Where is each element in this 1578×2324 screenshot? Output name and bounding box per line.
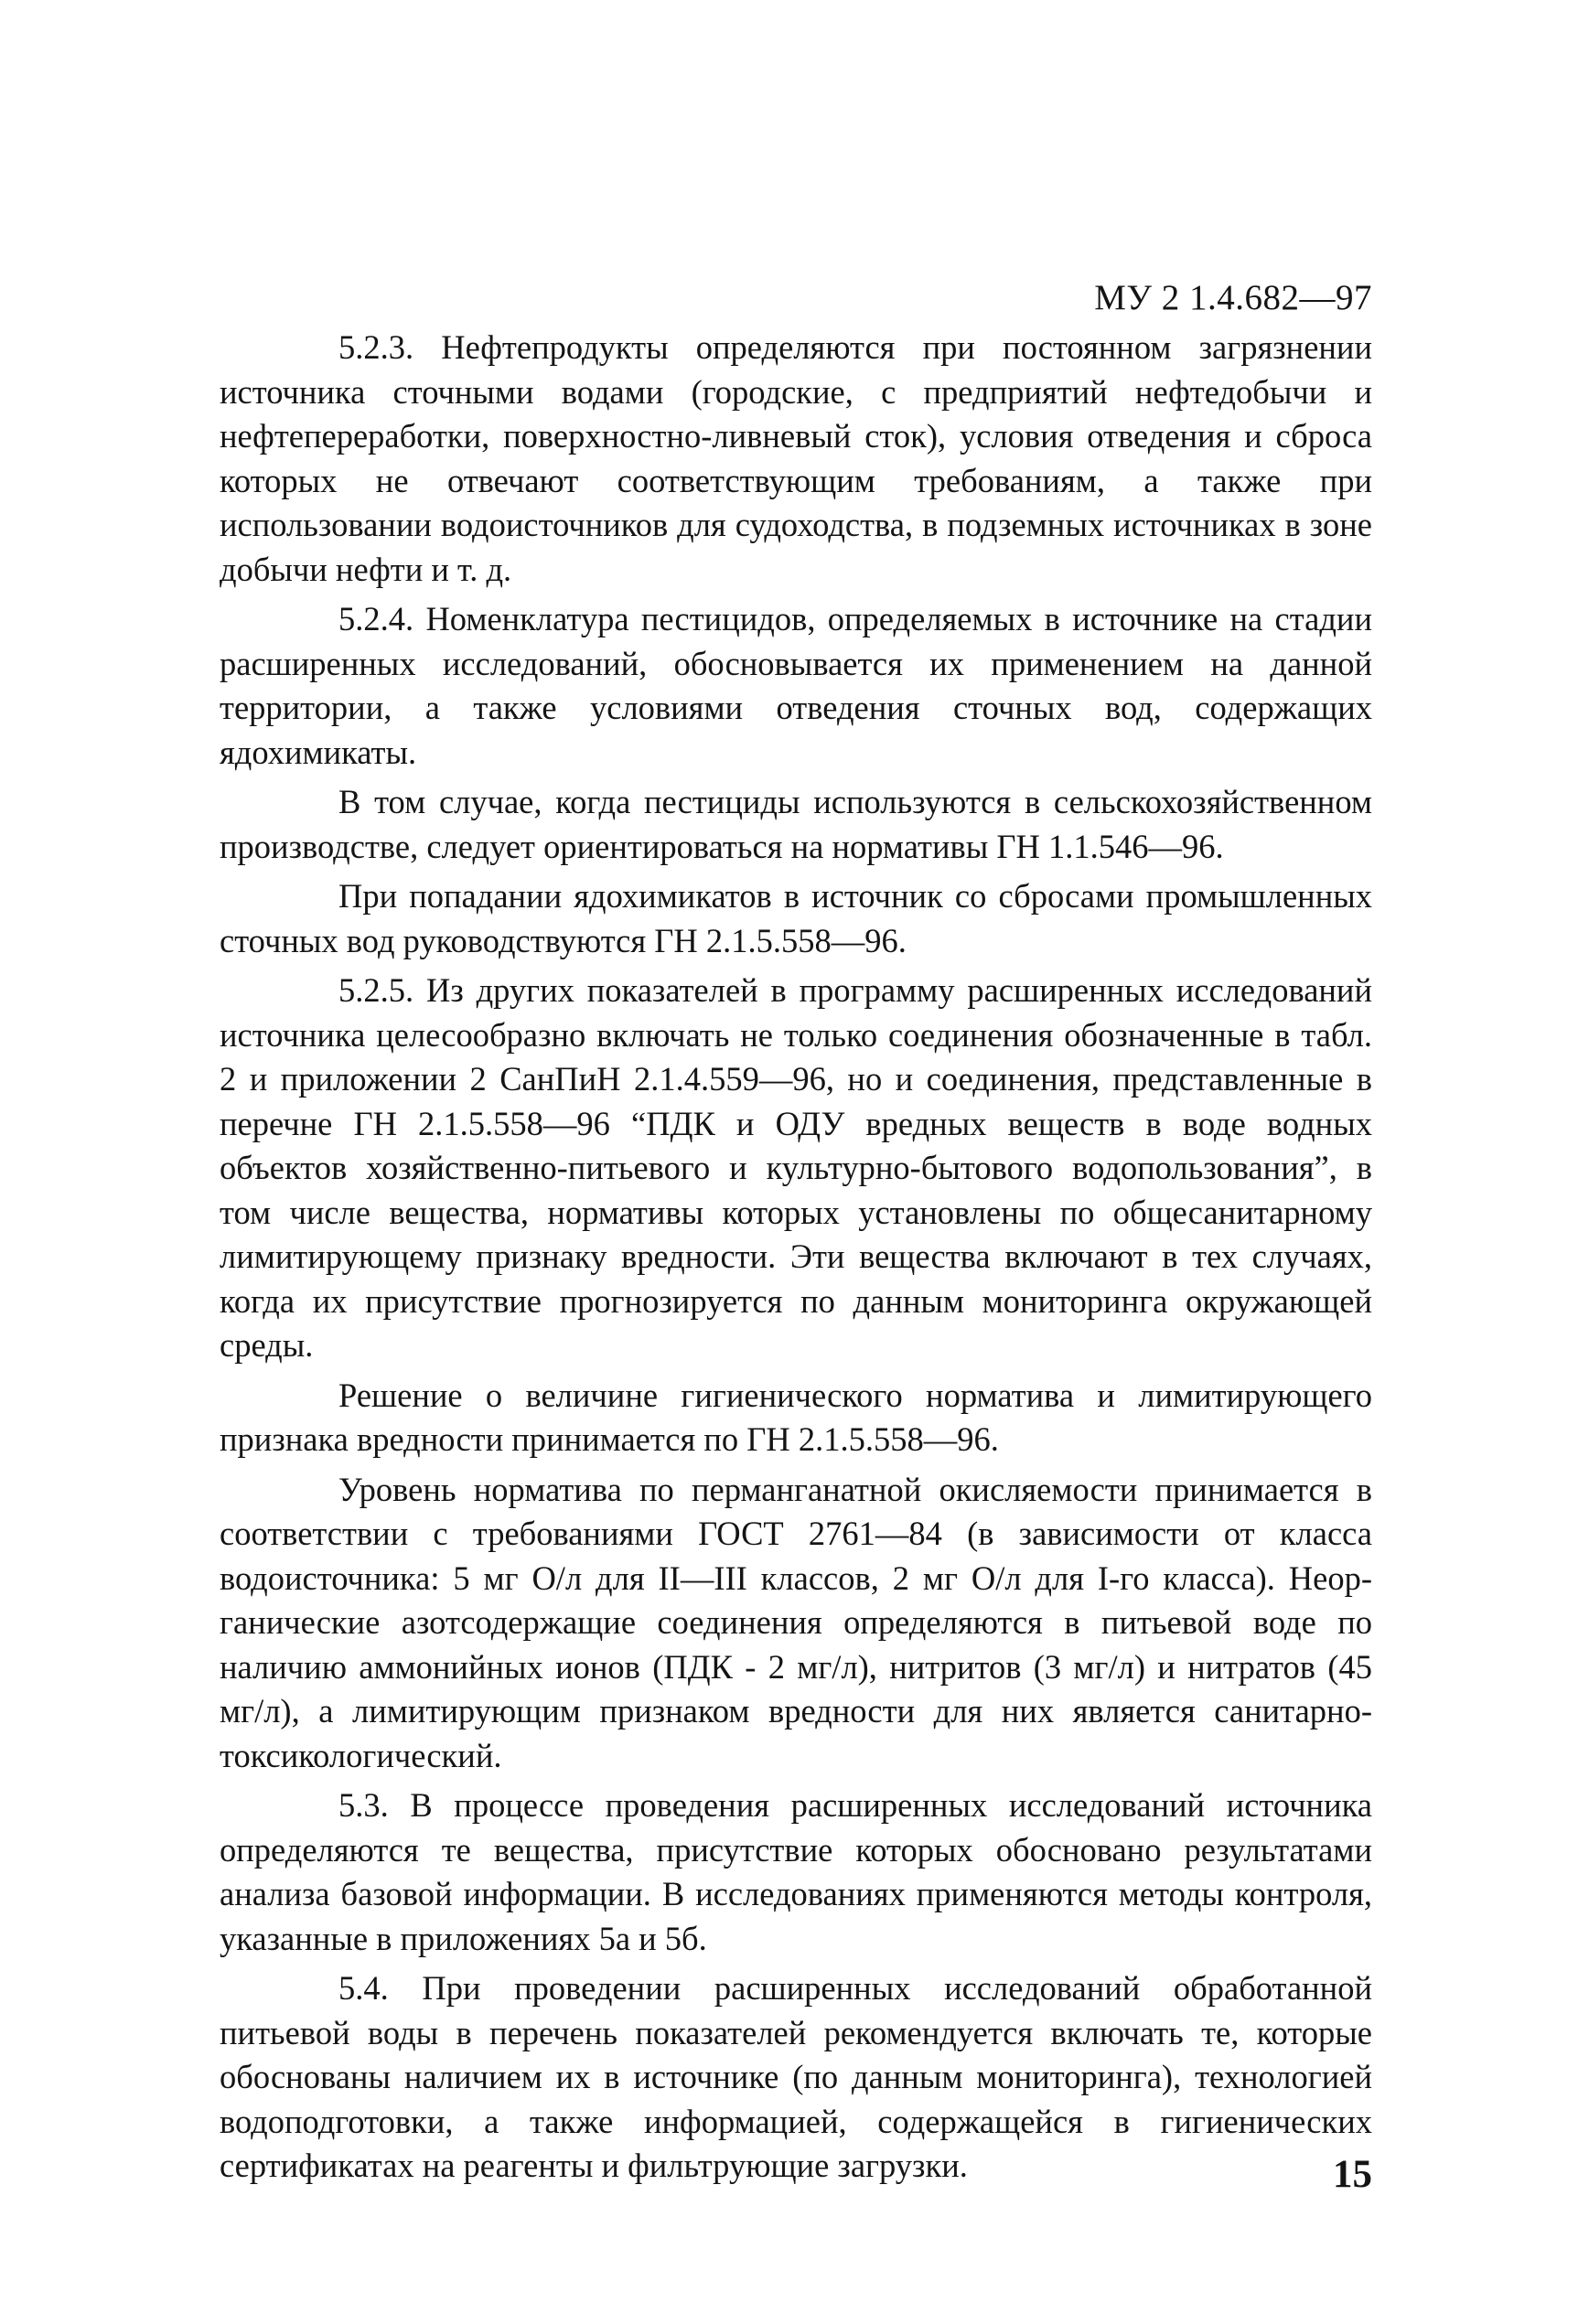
document-code: МУ 2 1.4.682—97 bbox=[1094, 278, 1372, 317]
paragraph-5-2-4: 5.2.4. Номенклатура пестицидов, определяемых в источнике на стадии расширенных исследований, обосновывается их применением на данной территории, а также условиями отведения сточных вод, содержащих ядохимикаты. bbox=[220, 600, 1372, 771]
paragraph-5-4: 5.4. При проведении расширенных исследований обработанной питьевой воды в перечень показателей рекомендуется включать те, которые обоснованы наличием их в источнике (по данным мониторинга), технологией водоподготовки, а также информацией, содержащейся в гигиенических сертификатах на реагенты и фильтрующие загрузки. bbox=[220, 1969, 1372, 2184]
page-number: 15 bbox=[1333, 2153, 1372, 2196]
paragraph-pesticides-industrial: При попадании ядохимикатов в источник со сбросами промышленных сточных вод руководствуются ГН 2.1.5.558—96. bbox=[220, 877, 1372, 959]
paragraph-5-3: 5.3. В процессе проведения расширенных исследований источника определяются те вещества, присутствие которых обосновано результатами анализа базовой информации. В исследованиях применяются методы контроля, указанные в приложениях 5а и 5б. bbox=[220, 1786, 1372, 1957]
paragraph-permanganate: Уровень норматива по перманганатной окисляемости принимается в соответствии с требованиями ГОСТ 2761—84 (в зависимости от класса водоисточника: 5 мг О/л для II—III классов, 2 мг О/л для I-го класса). Неорганические азотсодержащие соединения определяются в питьевой воде по наличию аммонийных ионов (ПДК - 2 мг/л), нитритов (3 мг/л) и нитратов (45 мг/л), а лимитирующим признаком вредности для них является санитарно-токсикологический. bbox=[220, 1470, 1372, 1774]
paragraph-pesticides-agriculture: В том случае, когда пестициды используются в сельскохозяйственном производстве, следует ориентироваться на нормативы ГН 1.1.546—96. bbox=[220, 783, 1372, 865]
paragraph-5-2-5: 5.2.5. Из других показателей в программу расширенных исследований источника целесообразно включать не только соединения обозначенные в табл. 2 и приложении 2 СанПиН 2.1.4.559—96, но и соединения, представленные в перечне ГН 2.1.5.558—96 “ПДК и ОДУ вредных веществ в воде водных объектов хозяйственно-питьевого и культурно-бытового водопользования”, в том числе вещества, нормативы которых установлены по общесанитарному лимитирующему признаку вредности. Эти вещества включают в тех случаях, когда их присутствие прогнозируется по данным мониторинга окружающей среды. bbox=[220, 971, 1372, 1364]
paragraph-5-2-3: 5.2.3. Нефтепродукты определяются при постоянном загрязнении источника сточными водами (городские, с предприятий нефтедобычи и нефтепереработки, поверхностно-ливневый сток), условия отведения и сброса которых не отвечают соответствующим требованиям, а также при использовании водоисточников для судоходства, в подземных источниках в зоне добычи нефти и т. д. bbox=[220, 328, 1372, 588]
body-text bbox=[220, 326, 1372, 2194]
paragraph-hygienic-norm: Решение о величине гигиенического норматива и лимитирующего признака вредности принимается по ГН 2.1.5.558—96. bbox=[220, 1376, 1372, 1458]
